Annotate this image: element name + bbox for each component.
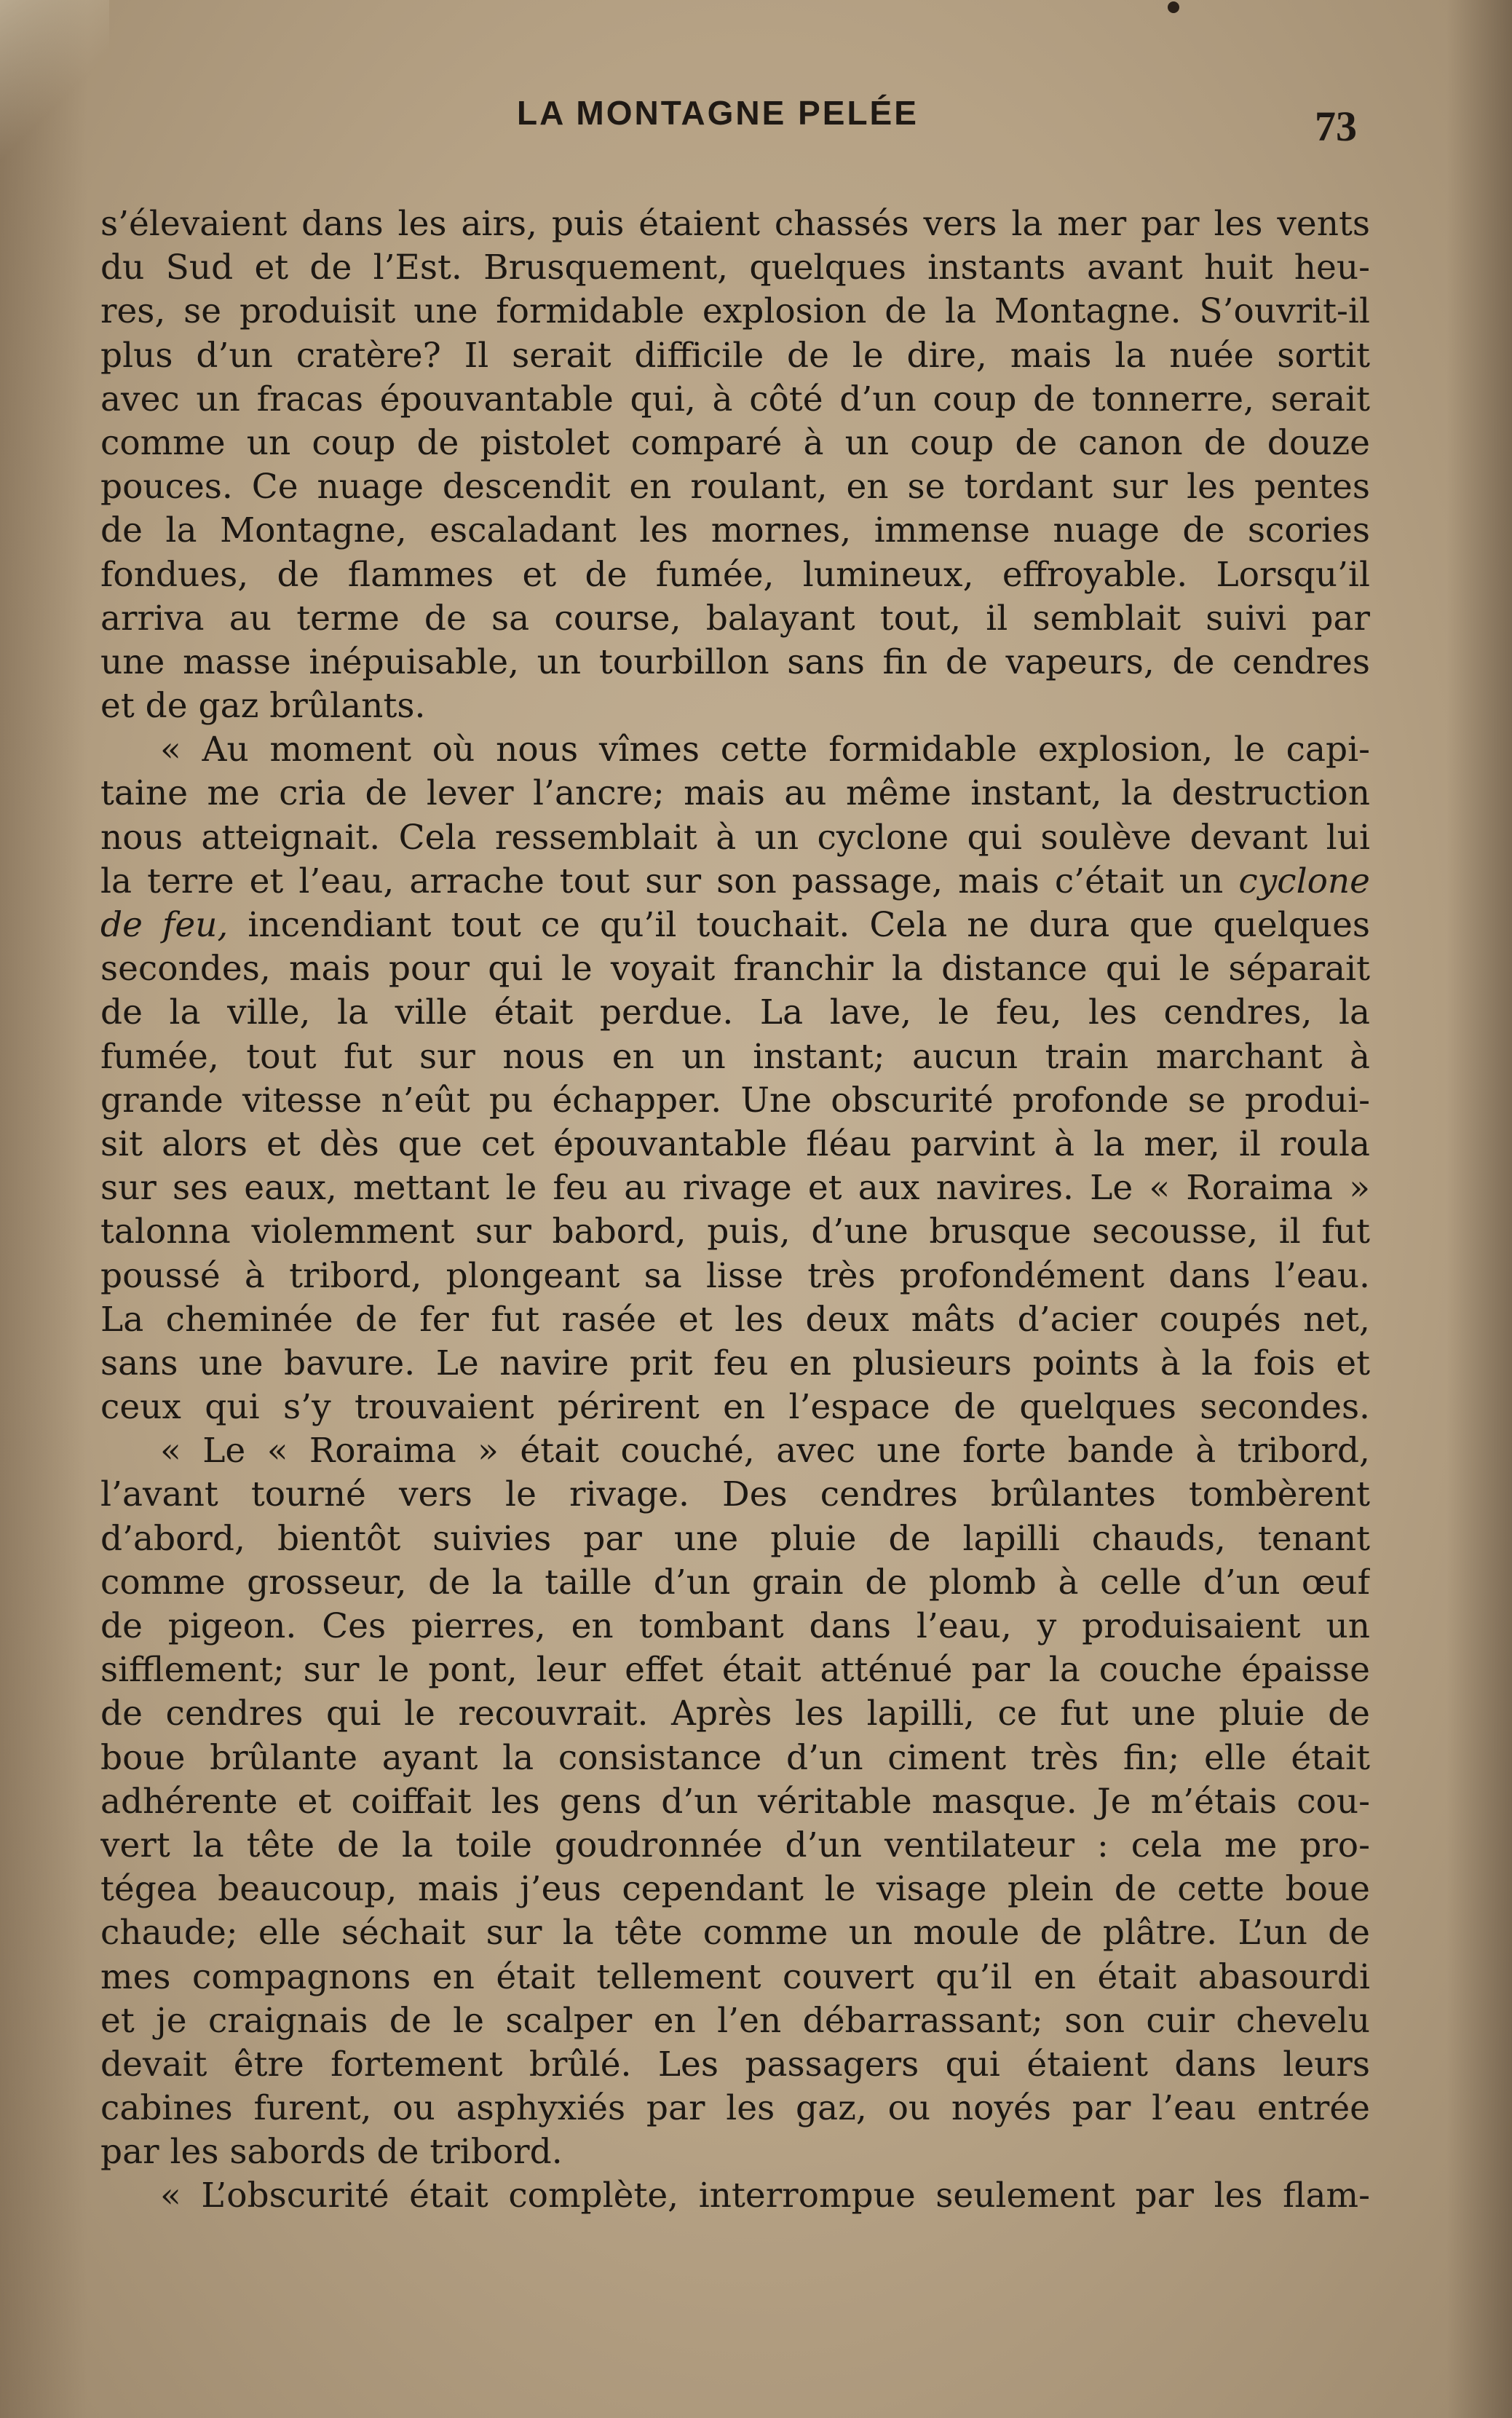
line-text: boue brûlante ayant la consistance d’un ciment très fin; elle était bbox=[100, 1737, 1370, 1778]
text-line bbox=[100, 246, 1370, 290]
text-line bbox=[100, 1692, 1370, 1736]
text-line bbox=[100, 1166, 1370, 1210]
text-line bbox=[100, 1648, 1370, 1692]
text-line bbox=[100, 509, 1370, 553]
line-text: comme un coup de pistolet comparé à un coup de canon de douze bbox=[100, 422, 1370, 463]
text-line bbox=[100, 684, 1370, 728]
text-line bbox=[100, 1210, 1370, 1254]
line-text: « Le « Roraima » était couché, avec une forte bande à tribord, bbox=[160, 1431, 1370, 1471]
page-shadow-left bbox=[0, 0, 87, 2418]
page-number: 73 bbox=[1315, 103, 1357, 150]
line-text: avec un fracas épouvantable qui, à côté d’un coup de tonnerre, serait bbox=[100, 379, 1370, 419]
line-text: du Sud et de l’Est. Brusquement, quelques instants avant huit heu- bbox=[100, 248, 1370, 288]
text-line bbox=[100, 991, 1370, 1035]
text-line bbox=[100, 2087, 1370, 2130]
line-text: comme grosseur, de la taille d’un grain de plomb à celle d’un œuf bbox=[100, 1562, 1370, 1603]
page-corner-fold bbox=[0, 0, 109, 160]
line-text: mes compagnons en était tellement couvert qu’il en était abasourdi bbox=[100, 1956, 1370, 1997]
body-text bbox=[100, 202, 1370, 2219]
text-line bbox=[100, 2174, 1370, 2218]
line-text: de pigeon. Ces pierres, en tombant dans l’eau, y produisaient un bbox=[100, 1606, 1370, 1646]
text-line bbox=[100, 378, 1370, 422]
text-line bbox=[100, 860, 1370, 904]
text-line bbox=[100, 553, 1370, 597]
line-text: sans une bavure. Le navire prit feu en plusieurs points à la fois et bbox=[100, 1343, 1370, 1383]
text-line bbox=[100, 1123, 1370, 1166]
text-line bbox=[100, 1999, 1370, 2043]
line-text: grande vitesse n’eût pu échapper. Une obscurité profonde se produi- bbox=[100, 1080, 1370, 1121]
line-text: nous atteignait. Cela ressemblait à un cyclone qui soulève devant lui bbox=[100, 817, 1370, 858]
text-line bbox=[100, 1561, 1370, 1605]
text-line bbox=[100, 1780, 1370, 1824]
line-text: fondues, de flammes et de fumée, lumineux, effroyable. Lorsqu’il bbox=[100, 554, 1370, 595]
page-shadow-right bbox=[1446, 0, 1512, 2418]
line-text: incendiant tout ce qu’il touchait. Cela ne dura que quelques bbox=[228, 905, 1370, 945]
line-text: l’avant tourné vers le rivage. Des cendres brûlantes tombèrent bbox=[100, 1474, 1370, 1515]
text-line bbox=[100, 465, 1370, 509]
running-title: LA MONTAGNE PELÉE bbox=[517, 94, 919, 132]
text-line bbox=[100, 1298, 1370, 1342]
line-text: cabines furent, ou asphyxiés par les gaz, ou noyés par l’eau entrée bbox=[100, 2088, 1370, 2129]
text-line bbox=[100, 1429, 1370, 1473]
text-line bbox=[100, 1824, 1370, 1868]
line-text: et je craignais de le scalper en l’en débarrassant; son cuir chevelu bbox=[100, 2000, 1370, 2041]
line-text: talonna violemment sur babord, puis, d’une brusque secousse, il fut bbox=[100, 1212, 1370, 1252]
text-line bbox=[100, 290, 1370, 333]
text-line bbox=[100, 1737, 1370, 1780]
line-text: par les sabords de tribord. bbox=[100, 2132, 563, 2173]
text-line bbox=[100, 334, 1370, 378]
line-text: res, se produisit une formidable explosion de la Montagne. S’ouvrit-il bbox=[100, 291, 1370, 332]
line-text: pouces. Ce nuage descendit en roulant, en se tordant sur les pentes bbox=[100, 467, 1370, 507]
line-text: La cheminée de fer fut rasée et les deux mâts d’acier coupés net, bbox=[100, 1299, 1370, 1340]
line-text: arriva au terme de sa course, balayant tout, il semblait suivi par bbox=[100, 598, 1370, 639]
line-text: sit alors et dès que cet épouvantable fléau parvint à la mer, il roula bbox=[100, 1123, 1370, 1164]
line-text: vert la tête de la toile goudronnée d’un ventilateur : cela me pro- bbox=[100, 1825, 1370, 1865]
line-text: une masse inépuisable, un tourbillon sans fin de vapeurs, de cendres bbox=[100, 641, 1370, 682]
line-text: s’élevaient dans les airs, puis étaient chassés vers la mer par les vents bbox=[100, 204, 1370, 244]
text-line bbox=[100, 597, 1370, 641]
text-line bbox=[100, 1956, 1370, 1999]
italic-text: cyclone bbox=[1238, 861, 1370, 901]
text-line bbox=[100, 1386, 1370, 1429]
text-line bbox=[100, 904, 1370, 947]
ink-spot bbox=[1168, 1, 1179, 13]
text-line bbox=[100, 1517, 1370, 1561]
text-line bbox=[100, 728, 1370, 772]
line-text: taine me cria de lever l’ancre; mais au même instant, la destruction bbox=[100, 773, 1370, 814]
text-line bbox=[100, 1605, 1370, 1648]
line-text: sifflement; sur le pont, leur effet était atténué par la couche épaisse bbox=[100, 1650, 1370, 1691]
text-line bbox=[100, 1342, 1370, 1386]
line-text: « L’obscurité était complète, interrompue seulement par les flam- bbox=[160, 2176, 1370, 2216]
line-text: secondes, mais pour qui le voyait franchir la distance qui le séparait bbox=[100, 949, 1370, 989]
line-text: ceux qui s’y trouvaient périrent en l’espace de quelques secondes. bbox=[100, 1387, 1370, 1428]
text-line bbox=[100, 2130, 1370, 2174]
line-text: tégea beaucoup, mais j’eus cependant le visage plein de cette boue bbox=[100, 1869, 1370, 1910]
line-text: sur ses eaux, mettant le feu au rivage et aux navires. Le « Roraima » bbox=[100, 1168, 1370, 1209]
line-text: « Au moment où nous vîmes cette formidable explosion, le capi- bbox=[160, 730, 1370, 770]
line-text: poussé à tribord, plongeant sa lisse très profondément dans l’eau. bbox=[100, 1255, 1370, 1296]
line-text: de la Montagne, escaladant les mornes, immense nuage de scories bbox=[100, 510, 1370, 551]
line-text: d’abord, bientôt suivies par une pluie de lapilli chauds, tenant bbox=[100, 1518, 1370, 1559]
line-text: la terre et l’eau, arrache tout sur son passage, mais c’était un bbox=[100, 861, 1239, 901]
line-text: plus d’un cratère? Il serait difficile de le dire, mais la nuée sortit bbox=[100, 335, 1370, 376]
line-text: adhérente et coiffait les gens d’un véritable masque. Je m’étais cou- bbox=[100, 1781, 1370, 1822]
line-text: et de gaz brûlants. bbox=[100, 686, 426, 727]
text-line bbox=[100, 1911, 1370, 1955]
text-line bbox=[100, 1079, 1370, 1123]
line-text: de cendres qui le recouvrait. Après les lapilli, ce fut une pluie de bbox=[100, 1694, 1370, 1734]
line-text: de la ville, la ville était perdue. La lave, le feu, les cendres, la bbox=[100, 992, 1370, 1033]
text-line bbox=[100, 816, 1370, 860]
text-line bbox=[100, 202, 1370, 246]
text-line bbox=[100, 947, 1370, 991]
text-line bbox=[100, 641, 1370, 684]
text-line bbox=[100, 772, 1370, 815]
text-line bbox=[100, 1473, 1370, 1517]
text-line bbox=[100, 1035, 1370, 1079]
line-text: devait être fortement brûlé. Les passagers qui étaient dans leurs bbox=[100, 2044, 1370, 2085]
line-text: fumée, tout fut sur nous en un instant; aucun train marchant à bbox=[100, 1036, 1370, 1077]
text-line bbox=[100, 422, 1370, 465]
text-line bbox=[100, 1255, 1370, 1298]
text-line bbox=[100, 1868, 1370, 1911]
italic-text: de feu, bbox=[100, 905, 229, 945]
text-line bbox=[100, 2043, 1370, 2087]
line-text: chaude; elle séchait sur la tête comme un moule de plâtre. L’un de bbox=[100, 1913, 1370, 1953]
